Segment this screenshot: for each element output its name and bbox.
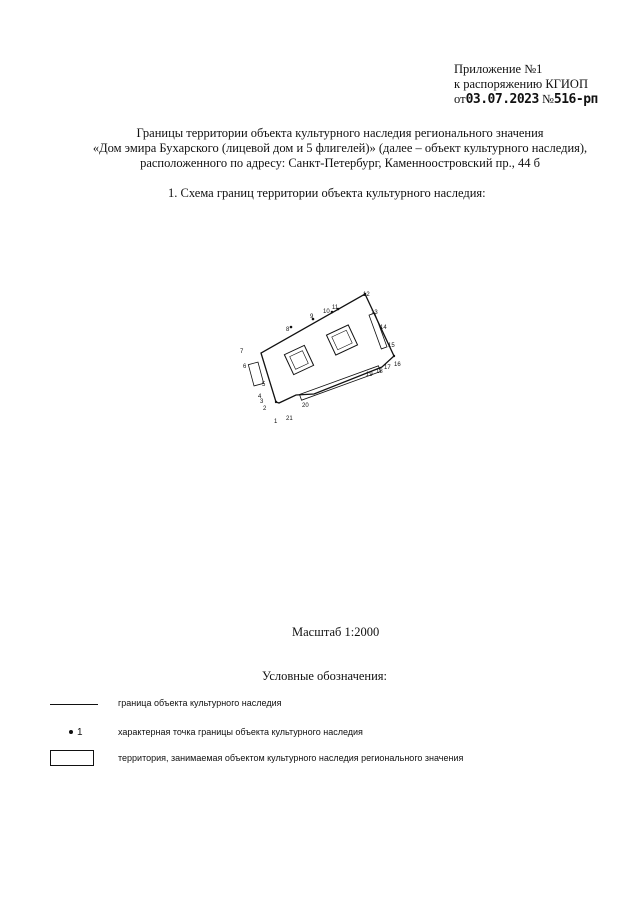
point-marker: [331, 311, 334, 314]
point-dot-icon: [69, 730, 73, 734]
boundary-line-symbol: [50, 704, 98, 705]
building-inner-1: [284, 345, 313, 374]
appendix-line2: к распоряжению КГИОП: [454, 77, 588, 91]
legend-text: характерная точка границы объекта культурного наследия: [118, 727, 363, 737]
point-label: 3: [260, 399, 264, 405]
point-label: 21: [286, 416, 293, 422]
document-title: [40, 126, 640, 171]
order-date: 03.07.2023: [465, 92, 539, 107]
point-label: 16: [394, 362, 401, 368]
scale-label: Масштаб 1:2000: [292, 625, 380, 639]
point-label: 10: [323, 309, 330, 315]
point-marker: [393, 355, 395, 357]
legend-title: Условные обозначения:: [262, 669, 388, 683]
title-line3: расположенного по адресу: Санкт-Петербург, Каменноостровский пр., 44 б: [140, 156, 540, 170]
point-label: 9: [310, 314, 314, 320]
point-marker: [275, 401, 277, 403]
point-label: 1: [274, 419, 278, 425]
building-right-wing: [369, 313, 387, 349]
point-label: 11: [332, 305, 339, 311]
order-number: 516-рп: [553, 92, 598, 107]
point-symbol-label: 1: [77, 727, 83, 738]
point-symbol: [50, 727, 98, 741]
point-label: 12: [363, 292, 370, 298]
point-label: 14: [380, 325, 387, 331]
number-prefix: №: [541, 92, 554, 106]
building-inner-2: [326, 325, 357, 355]
building-inner-2-core: [332, 330, 352, 349]
title-line1: Границы территории объекта культурного наследия регионального значения: [136, 126, 544, 140]
appendix-date-line: [454, 92, 604, 107]
point-marker: [290, 326, 293, 329]
point-label: 6: [243, 364, 247, 370]
legend-text: граница объекта культурного наследия: [118, 698, 282, 708]
point-label: 18: [376, 369, 383, 375]
building-inner-1-core: [290, 351, 309, 370]
appendix-line1: Приложение №1: [454, 62, 543, 76]
appendix-block: [454, 62, 604, 107]
title-line2: «Дом эмира Бухарского (лицевой дом и 5 флигелей)» (далее – объект культурного наследия),: [92, 141, 588, 155]
section-heading: 1. Схема границ территории объекта культурного наследия:: [168, 186, 486, 200]
point-label: 17: [384, 365, 391, 371]
legend-text: территория, занимаемая объектом культурного наследия регионального значения: [118, 753, 464, 763]
point-label: 7: [240, 349, 244, 355]
point-label: 20: [302, 403, 309, 409]
point-label: 4: [258, 394, 262, 400]
territory-rect-symbol: [50, 750, 94, 766]
point-label: 2: [263, 406, 267, 412]
point-label: 5: [262, 382, 266, 388]
point-label: 13: [371, 310, 378, 316]
point-label: 15: [388, 343, 395, 349]
point-label: 19: [366, 372, 373, 378]
point-label: 8: [286, 327, 290, 333]
date-prefix: от: [454, 92, 466, 106]
boundary-scheme: [236, 285, 416, 435]
